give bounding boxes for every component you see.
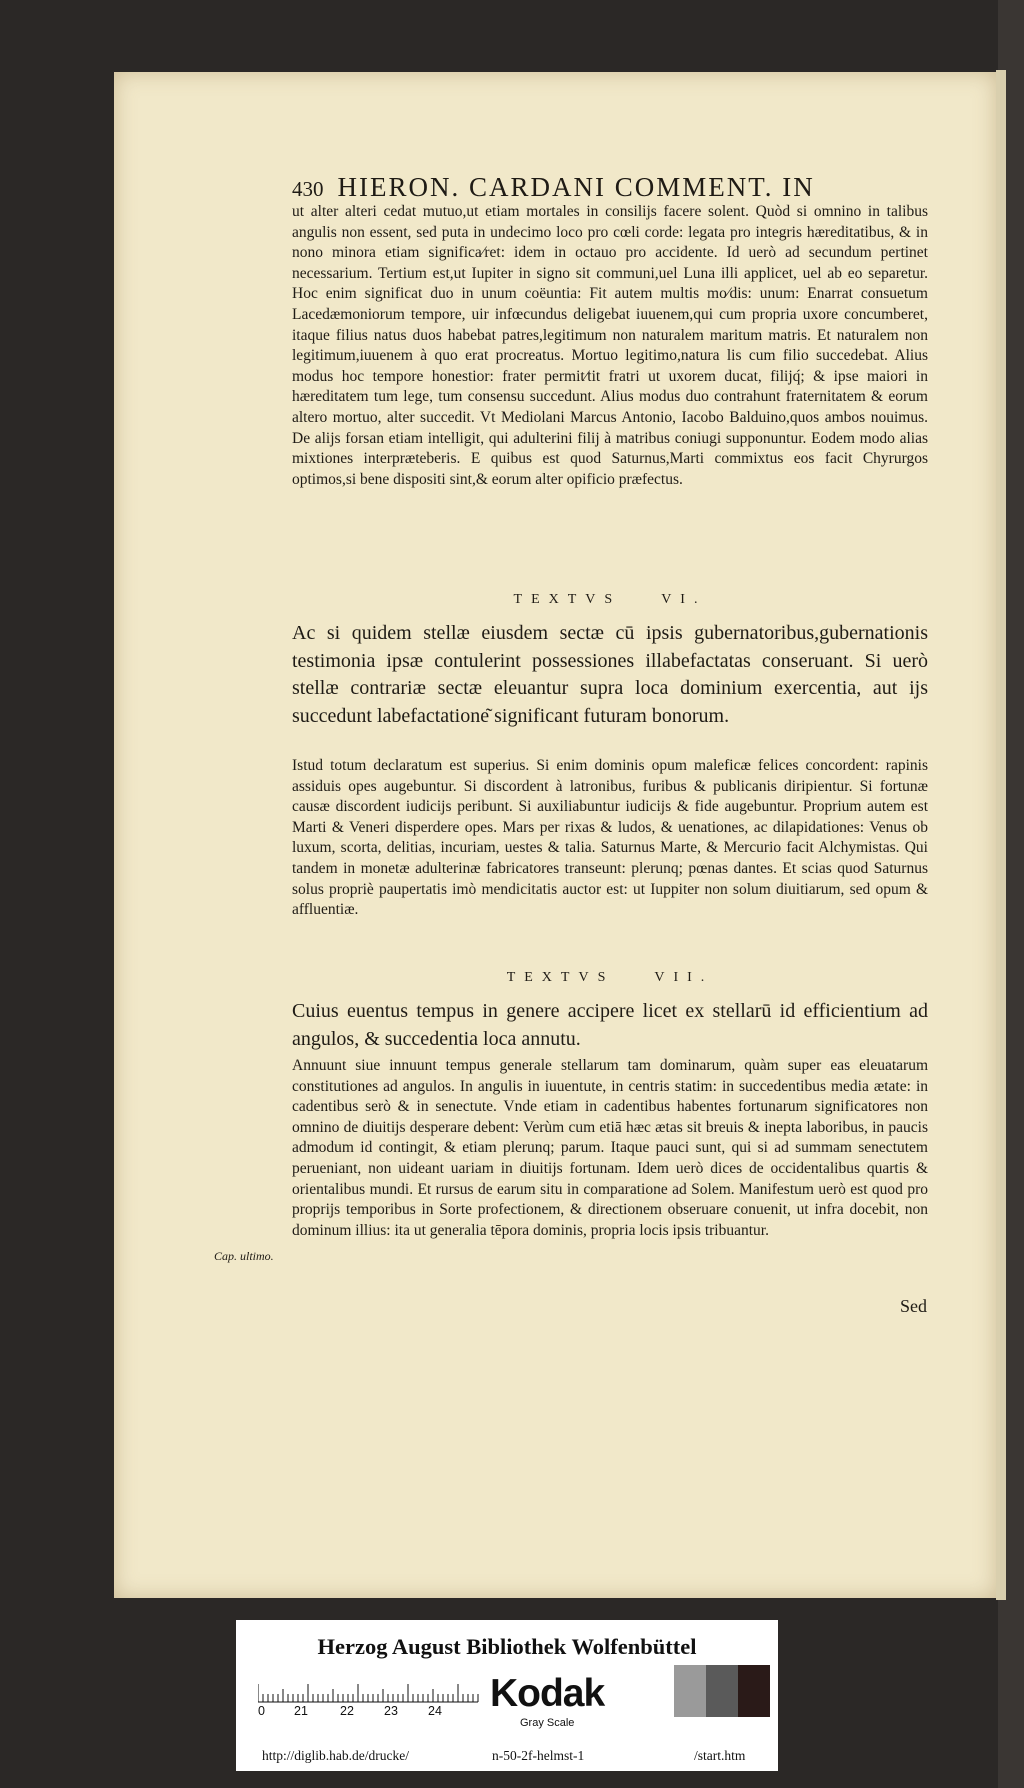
ruler-number: 23 [384,1704,398,1718]
gray-patch [738,1665,770,1717]
gray-scale-label: Gray Scale [520,1717,575,1729]
url-left: http://diglib.hab.de/drucke/ [262,1748,409,1763]
gray-patch [706,1665,738,1717]
commentary-paragraph-1: ut alter alteri cedat mutuo,ut etiam mortales in consilijs facere solent. Quòd si omnino in talibus angulis non essent, sed puta in undecimo loco pro cœli corde: legata pro integris hæreditatibus, & in nono minora etiam significa⁄ret: idem in octauo pro accidente. Id uerò ad secundum pertinet necessarium. Tertium est,ut Iupiter in signo sit communi,uel Luna illi applicet, uel ab eo separetur. Hoc enim significat duo in unum coëuntia: Fit autem multis mo⁄dis: unum: Enarrat consuetum Lacedæmoniorum tempore, uir infœcundus deligebat iuuenem,qui cum propria uxore concumberet, itaque filius natus duos habebat patres,legitimum non naturalem maritum matris. Et naturalem non legitimum,iuuenem à quo erat procreatus. Mortuo legitimo,natura lis cum filio succedebat. Alius modus hoc tempore honestior: frater permit⁄tit fratri ut uxorem ducat, filijq́; & ipse maiori in hæreditatem tum lege, tum consensu succedunt. Alius modus duo contrahunt fraternitatem & eorum altero mortuo, alter succedit. Vt Mediolani Marcus Antonio, Iacobo Balduino,quos ambos nouimus. De alijs forsan etiam intelligit, qui adulterini filij à matribus coniugi supponuntur. Eodem modo alias mixtiones interpræteberis. E quibus est quod Saturnus,Marti commixtus eos facit Chyrurgos optimos,si bene dispositi sint,& eorum alter opificio præfectus. [292,203,928,488]
ruler-numbers [258,1704,508,1724]
ruler-number: 21 [294,1704,308,1718]
margin-note: Cap. ultimo. [214,1249,274,1263]
section-heading-textus-6 [292,592,928,608]
kodak-logo: Kodak [490,1672,605,1715]
commentary-paragraph-3: Annuunt siue innuunt tempus generale stellarum tam dominarum, quàm super eas eleuatarum constitutiones ad angulos. In angulis in iuuentute, in centris statim: in succedentibus media ætate: in cadentibus serò & in senectute. Vnde etiam in cadentibus habentes fortunarum significatores non omnino de diuitijs desperare debent: Verùm cum etiā hæc ætas sit breuis & inepta laboribus, in paucis admodum id contingit, & etiam plerunq; parum. Itaque pauci sunt, qui si ad summam senectutem perueniant, non uideant uariam in diuitijs fortunam. Idem uerò dices de occidentalibus quartis & orientalibus mundi. Et rursus de earum situ in comparatione ad Solem. Manifestum uerò est quod pro proprijs temporibus in Sorte profectionem, & directionem obseruare conuenit, ut infra docebit, non dominum illius: ita ut generalia tēpora dominis, propria locis ipsis tribuantur. [292,1057,928,1239]
running-head [292,172,892,203]
ruler-number: 0 [258,1704,265,1718]
catchword: Sed [900,1296,927,1316]
library-label-card [236,1620,778,1771]
library-name: Herzog August Bibliothek Wolfenbüttel [317,1634,697,1659]
heading-number: VII. [654,970,714,985]
textus-6-paragraph: Ac si quidem stellæ eiusdem sectæ cū ipsis gubernatoribus,gubernationis testimonia ipsæ contulerint possessiones illabefactatas conseruant. Si uerò stellæ contrariæ sectæ eleuantur supra loca dominium exercentia, aut ijs succedunt labefactatione͂ significant futuram bonorum. [292,622,928,727]
gray-scale-bar [674,1665,770,1717]
url-right: /start.htm [694,1748,746,1763]
ruler-number: 22 [340,1704,354,1718]
heading-word: TEXTVS [513,592,622,607]
commentary-paragraph-2: Istud totum declaratum est superius. Si enim dominis opum maleficæ felices concordent: rapinis assiduis opes augebuntur. Si discordent à latronibus, furibus & publicanis diripientur. Si fortunæ causæ discordent iudicijs peribunt. Si auxiliabuntur iudicijs & fide augebuntur. Proprium autem est Marti & Veneri disperdere opes. Mars per rixas & ludos, & uenationes, ac dilapidationes: Venus ob luxum, scorta, delitias, incuriam, uestes & talia. Saturnus Marte, & Mercurio facit Alchymistas. Qui tandem in monetæ adulterinæ fabricatores transeunt: plerunq; pœnas dantes. Et scias quod Saturnus solus propriè paupertatis imò mendicitatis auctor est: ut Iuppiter non solum diuitiarum, sed opum & affluentiæ. [292,757,928,919]
ruler-number: 24 [428,1704,442,1718]
section-heading-textus-7 [292,970,928,986]
page-number: 430 [292,177,324,201]
page-edge [996,70,1006,1600]
heading-number: VI. [661,592,707,607]
textus-7-paragraph: Cuius euentus tempus in genere accipere licet ex stellarū id efficientium ad angulos, & succedentia loca annutu. [292,1000,928,1050]
running-head-title: HIERON. CARDANI COMMENT. IN [337,172,815,202]
heading-word: TEXTVS [506,970,615,985]
url-mid: n-50-2f-helmst-1 [492,1748,585,1763]
gray-patch [674,1665,706,1717]
